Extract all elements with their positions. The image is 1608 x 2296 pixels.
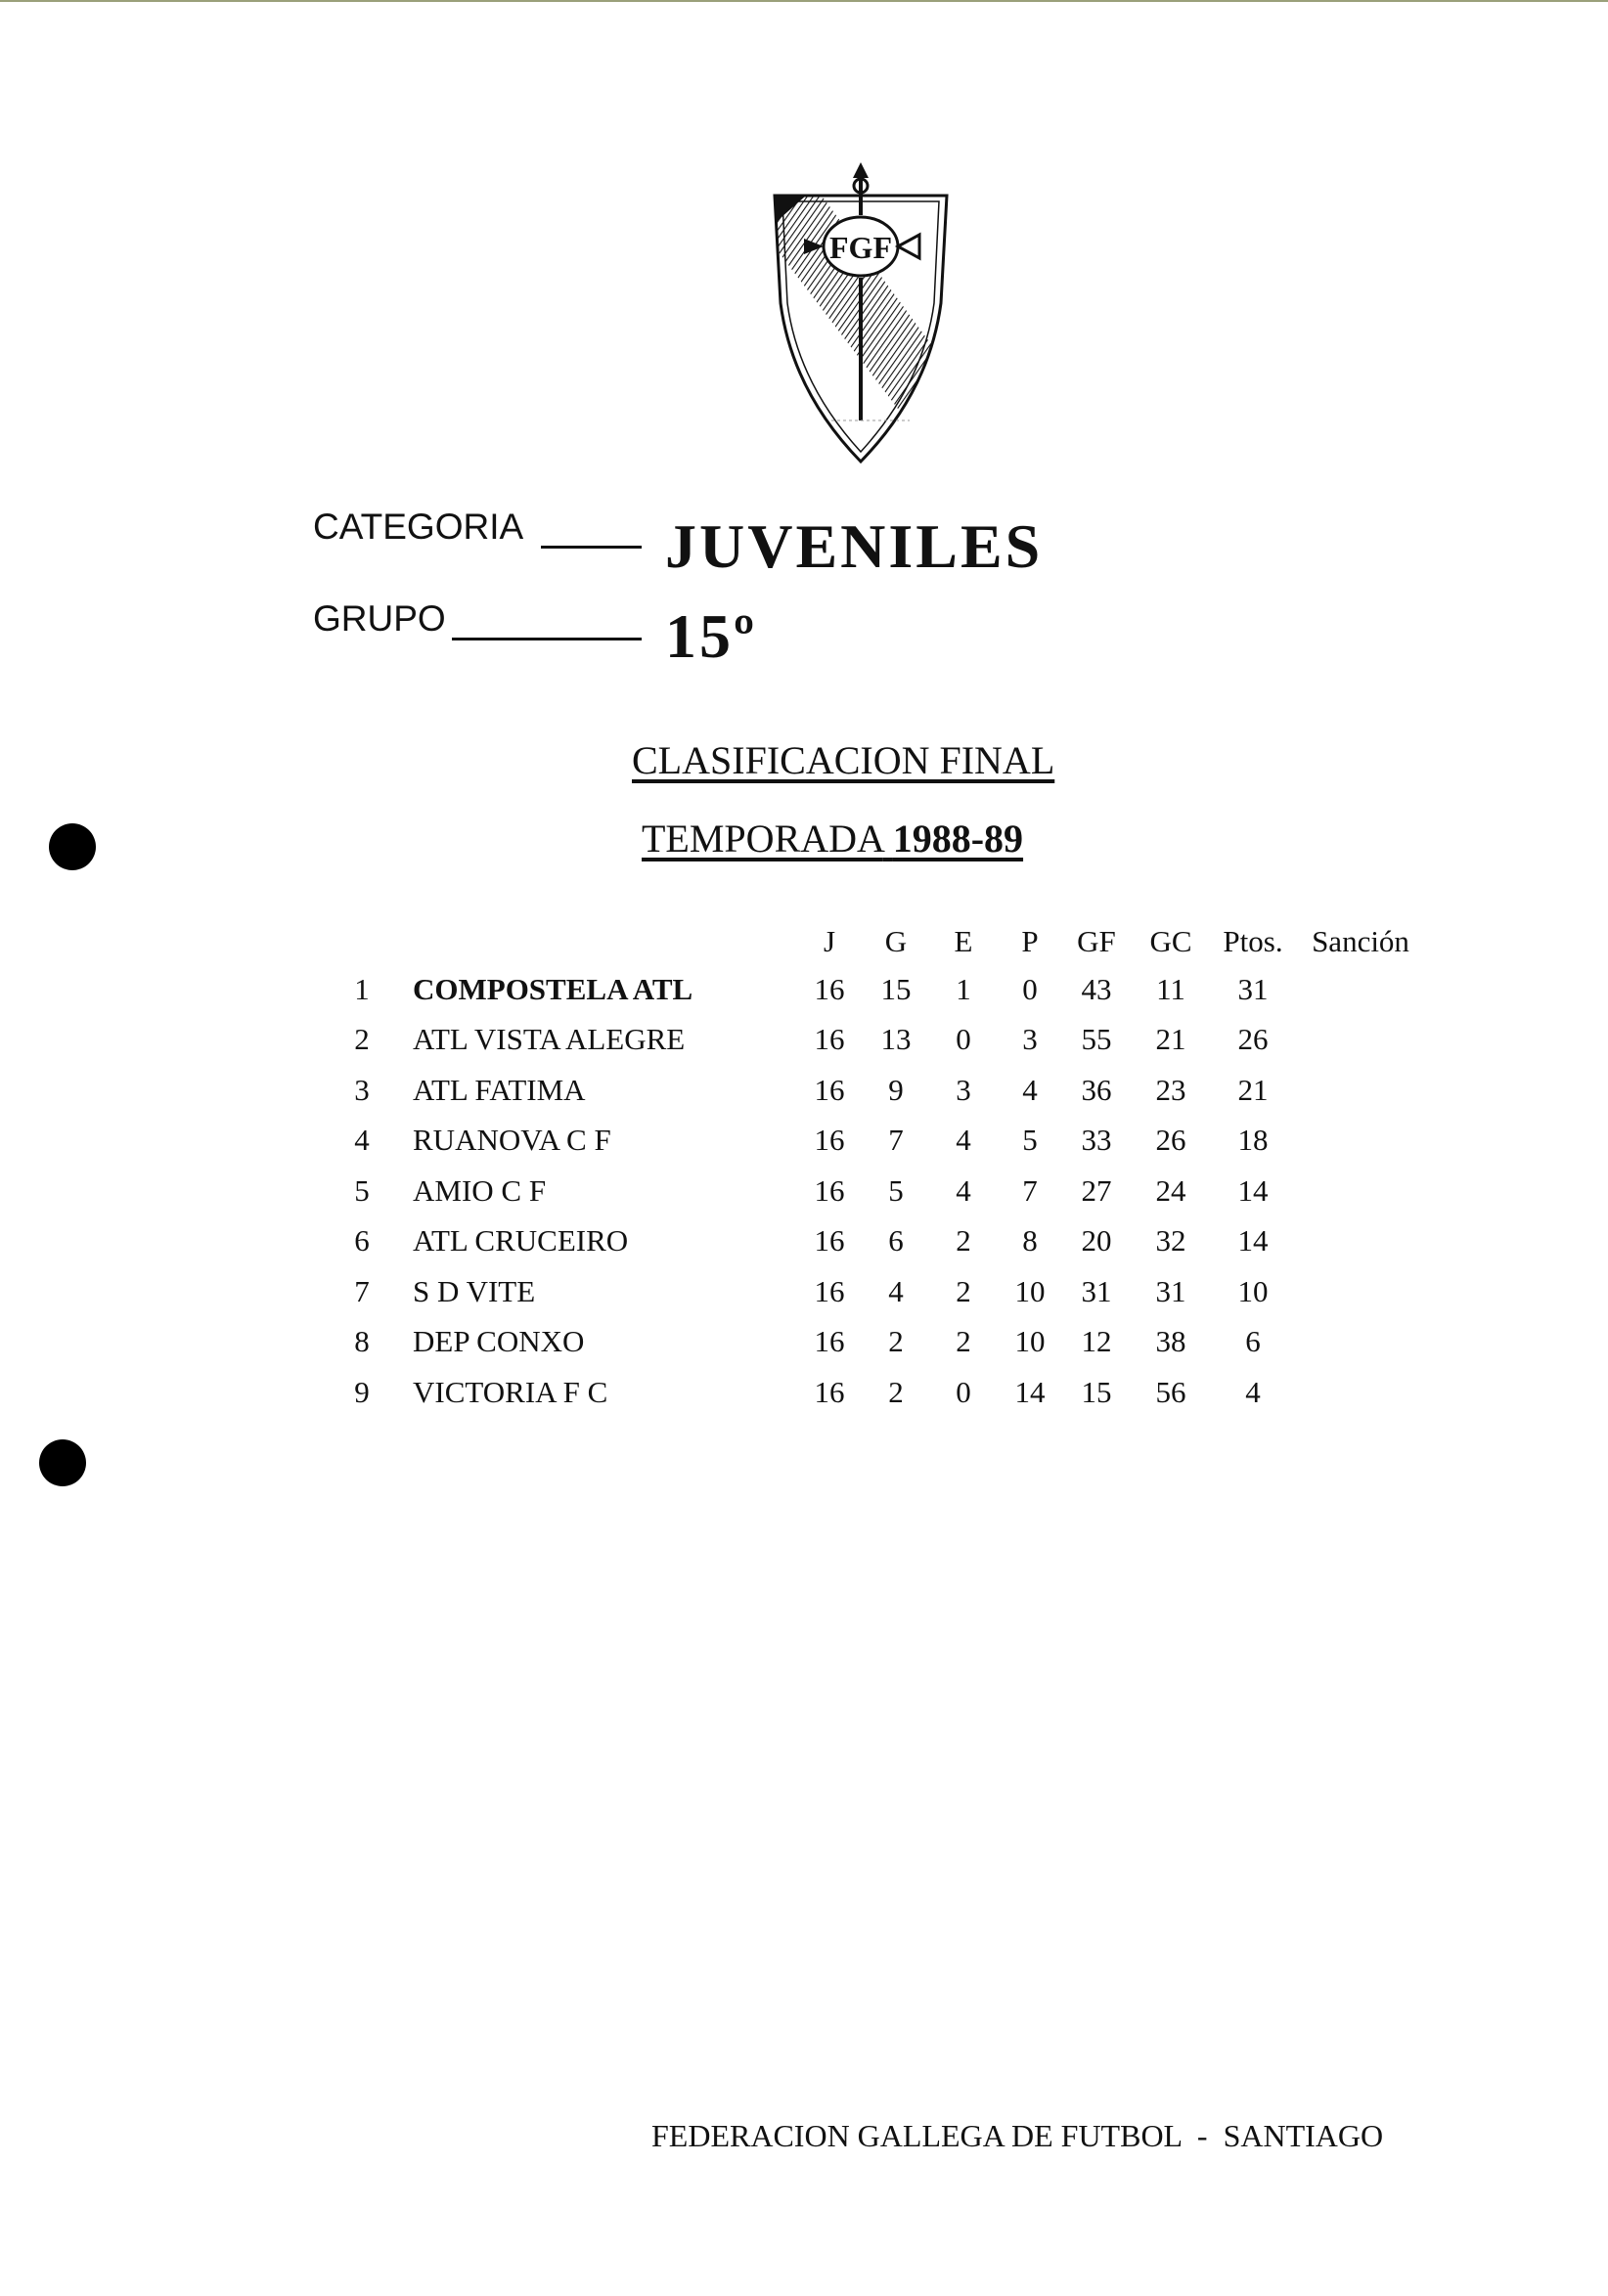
top-edge-line: [0, 0, 1608, 2]
row-gc: 26: [1155, 1123, 1186, 1158]
row-j: 16: [814, 1072, 845, 1107]
row-pts: 14: [1237, 1172, 1269, 1208]
header-j: J: [823, 924, 836, 958]
row-e: 3: [956, 1072, 971, 1107]
row-gf: 55: [1081, 1022, 1112, 1057]
row-pts: 21: [1237, 1072, 1269, 1107]
row-team: RUANOVA C F: [413, 1123, 611, 1158]
standings-table: [323, 919, 1424, 1418]
row-p: 7: [1022, 1172, 1038, 1208]
row-j: 16: [814, 1273, 845, 1308]
row-p: 0: [1022, 971, 1038, 1006]
row-pos: 1: [354, 971, 370, 1006]
row-sancion: [1297, 964, 1424, 1015]
temporada-label: TEMPORADA: [642, 817, 883, 861]
row-j: 16: [814, 1172, 845, 1208]
row-gc: 38: [1155, 1324, 1186, 1359]
row-gf: 12: [1081, 1324, 1112, 1359]
row-j: 16: [814, 971, 845, 1006]
federation-crest-icon: [763, 156, 959, 469]
row-e: 0: [956, 1374, 971, 1409]
row-pts: 14: [1237, 1223, 1269, 1258]
row-pts: 26: [1237, 1022, 1269, 1057]
row-e: 4: [956, 1172, 971, 1208]
row-pos: 9: [354, 1374, 370, 1409]
row-gf: 31: [1081, 1273, 1112, 1308]
row-pos: 8: [354, 1324, 370, 1359]
header-e: E: [954, 924, 973, 958]
row-j: 16: [814, 1123, 845, 1158]
row-pts: 6: [1245, 1324, 1261, 1359]
row-pts: 31: [1237, 971, 1269, 1006]
row-g: 9: [888, 1072, 904, 1107]
row-j: 16: [814, 1324, 845, 1359]
grupo-label: GRUPO: [313, 598, 446, 639]
header-team: [401, 919, 794, 964]
row-e: 2: [956, 1223, 971, 1258]
footer-federation: FEDERACION GALLEGA DE FUTBOL - SANTIAGO: [651, 2118, 1384, 2153]
row-p: 3: [1022, 1022, 1038, 1057]
row-pos: 6: [354, 1223, 370, 1258]
row-pts: 18: [1237, 1123, 1269, 1158]
header-gf: GF: [1077, 924, 1116, 958]
row-pos: 2: [354, 1022, 370, 1057]
row-sancion: [1297, 1065, 1424, 1116]
row-p: 5: [1022, 1123, 1038, 1158]
row-j: 16: [814, 1022, 845, 1057]
categoria-label: CATEGORIA: [313, 507, 524, 547]
row-g: 2: [888, 1374, 904, 1409]
row-g: 15: [880, 971, 912, 1006]
row-p: 8: [1022, 1223, 1038, 1258]
grupo-underline: [452, 638, 642, 640]
row-g: 4: [888, 1273, 904, 1308]
row-team: ATL VISTA ALEGRE: [413, 1022, 686, 1057]
row-team: COMPOSTELA ATL: [413, 971, 693, 1006]
header-pos: [323, 919, 401, 964]
table-row: [323, 1015, 1424, 1066]
row-g: 7: [888, 1123, 904, 1158]
row-gc: 31: [1155, 1273, 1186, 1308]
row-pos: 5: [354, 1172, 370, 1208]
row-gc: 24: [1155, 1172, 1186, 1208]
header-gc: GC: [1149, 924, 1192, 958]
row-g: 6: [888, 1223, 904, 1258]
row-gc: 56: [1155, 1374, 1186, 1409]
header-g: G: [884, 924, 908, 958]
table-row: [323, 1317, 1424, 1368]
row-sancion: [1297, 1317, 1424, 1368]
header-sancion: Sanción: [1312, 924, 1409, 958]
categoria-value: JUVENILES: [665, 511, 1044, 581]
row-gc: 11: [1156, 971, 1185, 1006]
row-e: 1: [956, 971, 971, 1006]
table-row: [323, 1166, 1424, 1216]
temporada-line: [642, 816, 1023, 861]
table-row: [323, 1216, 1424, 1267]
row-gc: 32: [1155, 1223, 1186, 1258]
row-pos: 7: [354, 1273, 370, 1308]
row-gc: 21: [1155, 1022, 1186, 1057]
table-row: [323, 1367, 1424, 1418]
row-gf: 33: [1081, 1123, 1112, 1158]
punch-hole: [49, 823, 96, 870]
svg-text:FGF: FGF: [829, 230, 892, 265]
table-header-row: [323, 919, 1424, 964]
row-sancion: [1297, 1266, 1424, 1317]
row-gf: 15: [1081, 1374, 1112, 1409]
row-team: AMIO C F: [413, 1172, 547, 1208]
header-p: P: [1021, 924, 1039, 958]
punch-hole: [39, 1439, 86, 1486]
header-pts: Ptos.: [1223, 924, 1283, 958]
row-g: 2: [888, 1324, 904, 1359]
row-e: 2: [956, 1273, 971, 1308]
row-j: 16: [814, 1223, 845, 1258]
row-g: 13: [880, 1022, 912, 1057]
table-row: [323, 964, 1424, 1015]
temporada-value: 1988-89: [892, 817, 1024, 861]
row-team: ATL CRUCEIRO: [413, 1223, 629, 1258]
row-gf: 20: [1081, 1223, 1112, 1258]
row-gf: 36: [1081, 1072, 1112, 1107]
row-p: 14: [1014, 1374, 1046, 1409]
row-e: 4: [956, 1123, 971, 1158]
row-team: DEP CONXO: [413, 1324, 585, 1359]
row-e: 2: [956, 1324, 971, 1359]
row-p: 4: [1022, 1072, 1038, 1107]
row-pos: 4: [354, 1123, 370, 1158]
row-g: 5: [888, 1172, 904, 1208]
row-pts: 10: [1237, 1273, 1269, 1308]
row-team: ATL FATIMA: [413, 1072, 586, 1107]
row-e: 0: [956, 1022, 971, 1057]
row-gc: 23: [1155, 1072, 1186, 1107]
row-pos: 3: [354, 1072, 370, 1107]
categoria-underline: [541, 546, 642, 549]
row-sancion: [1297, 1166, 1424, 1216]
table-row: [323, 1065, 1424, 1116]
grupo-value: 15º: [665, 601, 758, 671]
row-pts: 4: [1245, 1374, 1261, 1409]
row-sancion: [1297, 1015, 1424, 1066]
row-gf: 27: [1081, 1172, 1112, 1208]
row-p: 10: [1014, 1324, 1046, 1359]
row-j: 16: [814, 1374, 845, 1409]
clasificacion-title: CLASIFICACION FINAL: [632, 738, 1055, 782]
row-p: 10: [1014, 1273, 1046, 1308]
row-gf: 43: [1081, 971, 1112, 1006]
row-team: S D VITE: [413, 1273, 536, 1308]
row-sancion: [1297, 1367, 1424, 1418]
table-row: [323, 1266, 1424, 1317]
table-row: [323, 1116, 1424, 1167]
row-sancion: [1297, 1216, 1424, 1267]
row-team: VICTORIA F C: [413, 1374, 608, 1409]
row-sancion: [1297, 1116, 1424, 1167]
